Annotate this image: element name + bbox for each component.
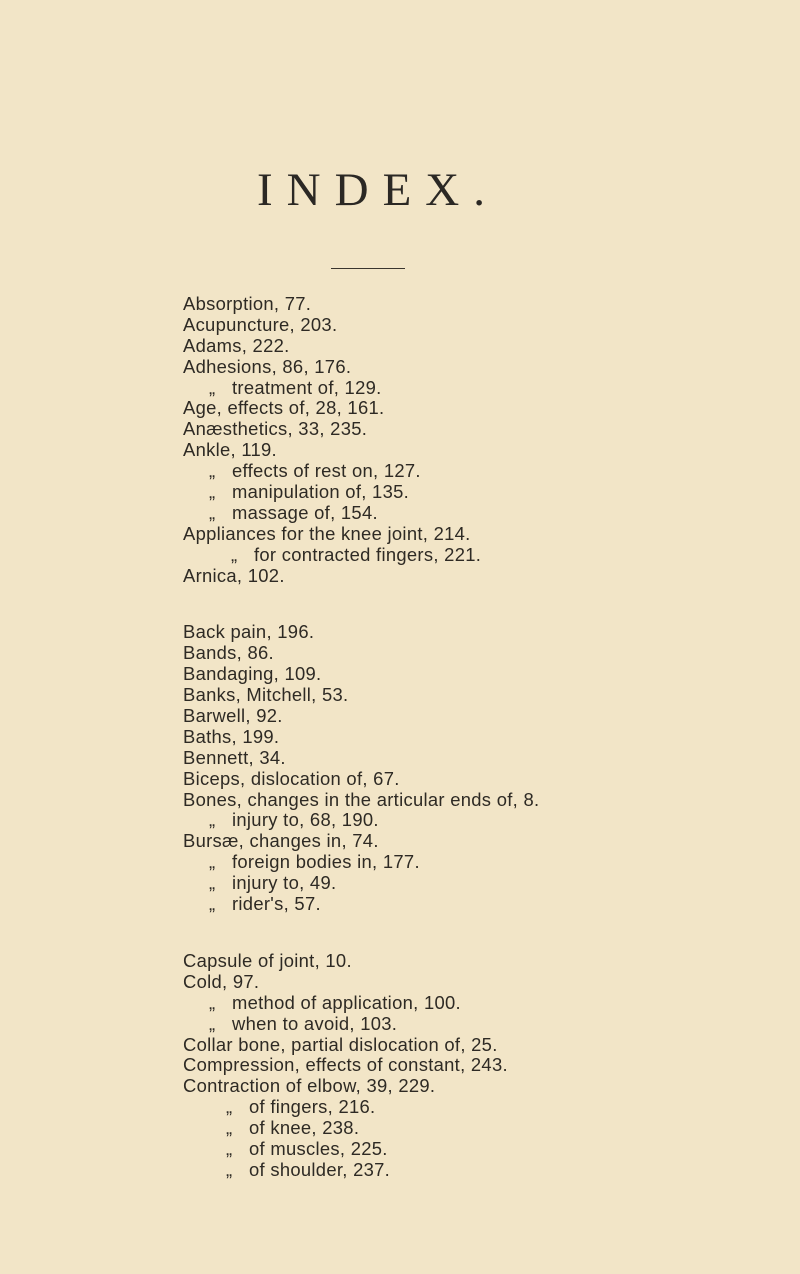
page-title: INDEX. [257,164,499,216]
index-subentry: „ foreign bodies in, 177. [209,851,420,873]
index-list [183,294,783,1181]
ditto-mark: „ [209,851,216,873]
index-subentry: „ of shoulder, 237. [226,1158,391,1180]
index-entry: Adams, 222. [183,334,290,356]
index-subentry: „ injury to, 68, 190. [209,809,379,831]
index-entry: Ankle, 119. [183,439,277,461]
ditto-mark: „ [226,1158,233,1180]
index-entry: Contraction of elbow, 39, 229. [183,1075,436,1097]
index-entry: Barwell, 92. [183,705,283,727]
index-entry: Age, effects of, 28, 161. [183,397,385,419]
index-subentry: „ of muscles, 225. [226,1137,388,1159]
index-entry: Absorption, 77. [183,293,312,314]
index-entry: Bones, changes in the articular ends of, 8. [183,788,540,810]
index-entry: Bennett, 34. [183,746,286,768]
ditto-mark: „ [226,1096,233,1118]
index-subentry: „ of knee, 238. [226,1117,360,1139]
index-subentry: „ of fingers, 216. [226,1096,376,1118]
ditto-mark: „ [209,872,216,894]
index-entry: Back pain, 196. [183,621,315,643]
ditto-mark: „ [231,543,238,565]
index-entry: Biceps, dislocation of, 67. [183,767,400,789]
index-subentry: „ rider's, 57. [209,893,321,915]
index-entry: Baths, 199. [183,725,280,747]
ditto-mark: „ [209,1012,216,1034]
section-gap [183,586,783,622]
index-subentry: „ for contracted fingers, 221. [231,543,482,565]
index-entry: Banks, Mitchell, 53. [183,684,349,706]
title-divider [331,268,405,269]
ditto-mark: „ [226,1117,233,1139]
ditto-mark: „ [209,809,216,831]
index-entry: Appliances for the knee joint, 214. [183,522,471,544]
index-entry: Adhesions, 86, 176. [183,355,352,377]
index-entry: Anæsthetics, 33, 235. [183,418,368,440]
index-entry: Cold, 97. [183,970,260,992]
section-gap [183,915,783,951]
index-subentry: „ effects of rest on, 127. [209,460,421,482]
index-entry: Bursæ, changes in, 74. [183,830,379,852]
index-subentry: „ method of application, 100. [209,991,461,1013]
ditto-mark: „ [209,501,216,523]
ditto-mark: „ [209,376,216,398]
index-entry: Compression, effects of constant, 243. [183,1054,508,1076]
ditto-mark: „ [209,893,216,915]
index-subentry: „ manipulation of, 135. [209,481,410,503]
index-entry: Collar bone, partial dislocation of, 25. [183,1033,498,1055]
index-subentry: „ injury to, 49. [209,872,337,894]
index-subentry: „ when to avoid, 103. [209,1012,398,1034]
index-entry: Bands, 86. [183,642,274,664]
index-subentry: „ treatment of, 129. [209,376,382,398]
ditto-mark: „ [209,460,216,482]
index-entry: Acupuncture, 203. [183,313,338,335]
ditto-mark: „ [209,481,216,503]
index-entry: Arnica, 102. [183,564,285,586]
index-entry: Bandaging, 109. [183,663,322,685]
index-subentry: „ massage of, 154. [209,501,378,523]
ditto-mark: „ [209,991,216,1013]
ditto-mark: „ [226,1137,233,1159]
index-entry: Capsule of joint, 10. [183,949,352,971]
